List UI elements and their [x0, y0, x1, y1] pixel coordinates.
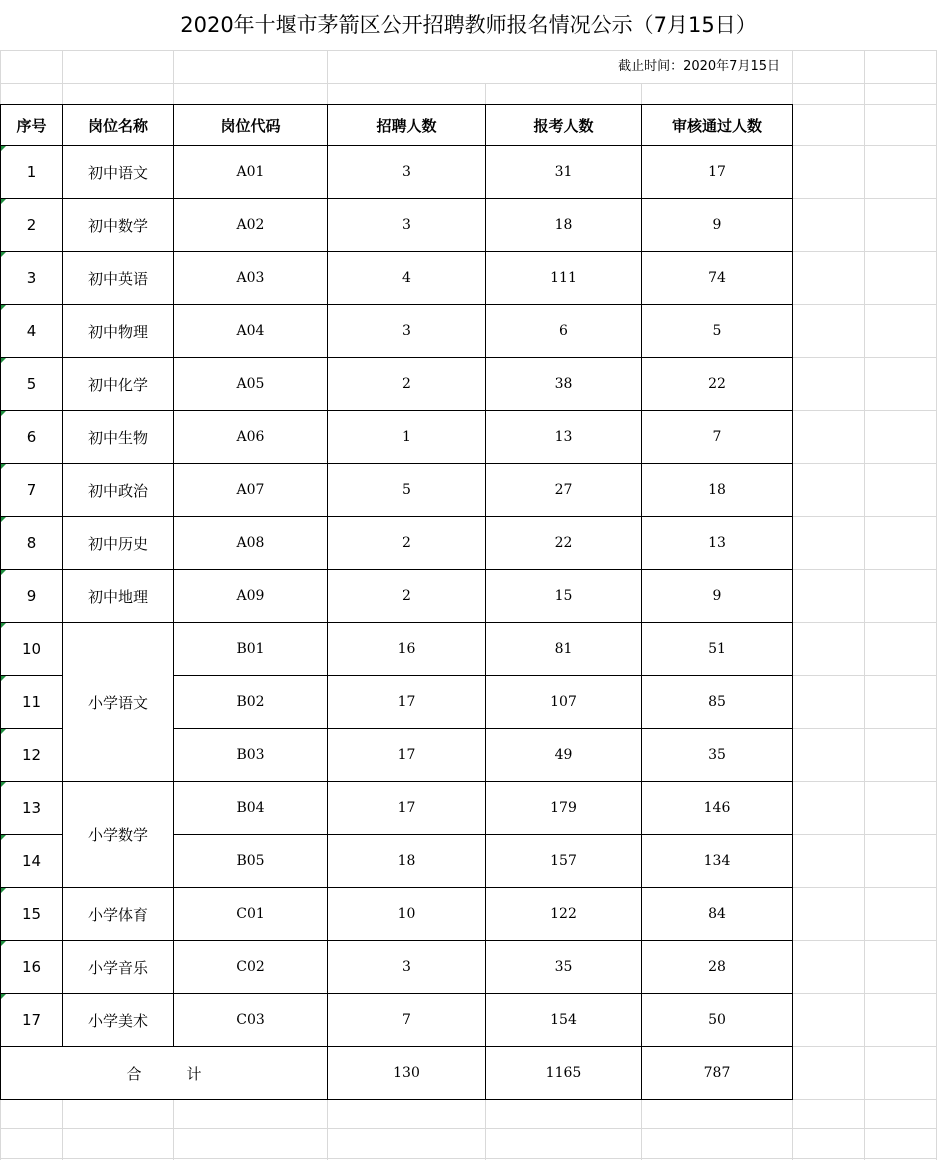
cell-plan[interactable]: [328, 146, 485, 198]
number-as-text-indicator-icon: [1, 517, 6, 522]
cell-plan-text: 3: [402, 323, 411, 339]
cell-plan[interactable]: [328, 782, 485, 834]
cell-applied[interactable]: [486, 994, 641, 1046]
cell-no-text: 16: [21, 958, 42, 976]
border-horizontal: [173, 834, 793, 835]
cell-no[interactable]: [1, 888, 62, 940]
header-passed-text: 审核通过人数: [671, 116, 762, 135]
cell-passed[interactable]: [642, 941, 792, 993]
border-horizontal: [0, 145, 793, 146]
cell-post-name[interactable]: [63, 941, 173, 993]
cell-post-code[interactable]: [174, 888, 327, 940]
total-applied[interactable]: [486, 1047, 641, 1099]
cell-plan-text: 5: [402, 482, 411, 498]
border-horizontal: [0, 251, 793, 252]
number-as-text-indicator-icon: [1, 570, 6, 575]
cell-post-name-text: 小学体育: [87, 905, 148, 924]
cell-post-name-text: 初中生物: [87, 428, 148, 447]
cell-no-text: 17: [21, 1011, 42, 1029]
cell-plan-text: 3: [402, 959, 411, 975]
cell-plan[interactable]: [328, 464, 485, 516]
cell-plan-text: 2: [402, 588, 411, 604]
cell-plan-text: 3: [402, 217, 411, 233]
cell-no[interactable]: [1, 835, 62, 887]
cell-passed[interactable]: [642, 676, 792, 728]
cell-passed[interactable]: [642, 464, 792, 516]
cell-applied-text: 154: [550, 1012, 577, 1028]
cell-applied[interactable]: [486, 517, 641, 569]
number-as-text-indicator-icon: [1, 411, 6, 416]
header-plan-text: 招聘人数: [376, 116, 437, 135]
cell-applied[interactable]: [486, 729, 641, 781]
cell-no-text: 1: [26, 163, 37, 181]
cell-no[interactable]: [1, 729, 62, 781]
cell-plan-text: 18: [397, 853, 416, 869]
cell-applied[interactable]: [486, 623, 641, 675]
number-as-text-indicator-icon: [1, 782, 6, 787]
cell-passed-text: 18: [708, 482, 726, 498]
border-horizontal: [0, 104, 793, 105]
border-vertical: [0, 104, 1, 1100]
gridline-horizontal: [0, 1158, 937, 1159]
cell-post-name[interactable]: [63, 623, 173, 781]
border-horizontal: [0, 304, 793, 305]
cell-post-code-text: B04: [236, 800, 265, 816]
number-as-text-indicator-icon: [1, 835, 6, 840]
cell-post-name-text: 初中化学: [87, 375, 148, 394]
header-applied[interactable]: [486, 105, 641, 145]
cell-no-text: 13: [21, 799, 42, 817]
cell-no-text: 4: [26, 322, 37, 340]
cell-post-name[interactable]: [63, 888, 173, 940]
cell-post-code[interactable]: [174, 570, 327, 622]
border-vertical: [641, 104, 642, 1100]
border-horizontal: [0, 675, 63, 676]
cell-post-code-text: C03: [236, 1012, 265, 1028]
cell-post-code-text: B02: [236, 694, 265, 710]
cell-plan[interactable]: [328, 941, 485, 993]
border-horizontal: [173, 728, 793, 729]
cell-no-text: 11: [21, 693, 42, 711]
cell-passed[interactable]: [642, 570, 792, 622]
cell-post-code[interactable]: [174, 994, 327, 1046]
cell-no-text: 15: [21, 905, 42, 923]
cell-passed-text: 74: [708, 270, 726, 286]
cell-plan-text: 1: [402, 429, 411, 445]
total-plan-text: 130: [393, 1065, 420, 1081]
cell-plan[interactable]: [328, 835, 485, 887]
header-plan[interactable]: [328, 105, 485, 145]
cell-no[interactable]: [1, 782, 62, 834]
cell-post-name[interactable]: [63, 358, 173, 410]
cell-applied-text: 15: [554, 588, 573, 604]
cell-post-name[interactable]: [63, 994, 173, 1046]
cell-no[interactable]: [1, 358, 62, 410]
cell-post-name[interactable]: [63, 199, 173, 251]
cell-applied-text: 38: [554, 376, 573, 392]
cell-applied[interactable]: [486, 835, 641, 887]
cell-passed-text: 9: [712, 217, 722, 233]
cell-passed[interactable]: [642, 623, 792, 675]
cell-post-code[interactable]: [174, 305, 327, 357]
border-horizontal: [0, 569, 793, 570]
header-no-text: 序号: [16, 116, 47, 135]
cell-applied-text: 81: [554, 641, 573, 657]
cell-applied-text: 6: [559, 323, 568, 339]
cell-passed-text: 9: [712, 588, 722, 604]
cell-no[interactable]: [1, 146, 62, 198]
cell-plan-text: 4: [402, 270, 411, 286]
cell-applied-text: 13: [554, 429, 573, 445]
cell-passed-text: 50: [708, 1012, 726, 1028]
number-as-text-indicator-icon: [1, 146, 6, 151]
cell-no[interactable]: [1, 305, 62, 357]
cell-post-code-text: A07: [236, 482, 265, 498]
border-horizontal: [0, 1099, 793, 1100]
total-passed-text: 787: [703, 1065, 731, 1081]
border-vertical: [62, 104, 63, 1047]
cell-passed-text: 35: [708, 747, 726, 763]
border-vertical: [327, 104, 328, 1100]
cell-post-code-text: C02: [236, 959, 265, 975]
cell-applied-text: 122: [550, 906, 577, 922]
number-as-text-indicator-icon: [1, 888, 6, 893]
cell-plan[interactable]: [328, 358, 485, 410]
cell-plan[interactable]: [328, 623, 485, 675]
border-horizontal: [0, 993, 793, 994]
number-as-text-indicator-icon: [1, 941, 6, 946]
cell-plan[interactable]: [328, 411, 485, 463]
cell-post-name-text: 初中数学: [87, 216, 148, 235]
cell-post-code-text: C01: [236, 906, 265, 922]
header-passed[interactable]: [642, 105, 792, 145]
cell-no-text: 5: [26, 375, 37, 393]
cell-passed-text: 5: [712, 323, 722, 339]
cell-post-code[interactable]: [174, 782, 327, 834]
header-applied-text: 报考人数: [533, 116, 594, 135]
cell-plan[interactable]: [328, 888, 485, 940]
cell-plan[interactable]: [328, 517, 485, 569]
cell-applied-text: 27: [554, 482, 573, 498]
cell-post-name[interactable]: [63, 305, 173, 357]
cell-post-code[interactable]: [174, 146, 327, 198]
cell-no[interactable]: [1, 199, 62, 251]
cell-no-text: 8: [26, 534, 37, 552]
border-vertical: [173, 104, 174, 1047]
cell-plan-text: 2: [402, 376, 411, 392]
header-post-name[interactable]: [63, 105, 173, 145]
border-horizontal: [0, 940, 793, 941]
cell-passed[interactable]: [642, 835, 792, 887]
cell-no[interactable]: [1, 252, 62, 304]
cell-passed-text: 7: [712, 429, 722, 445]
number-as-text-indicator-icon: [1, 729, 6, 734]
cell-post-code-text: A04: [236, 323, 265, 339]
cell-post-name-text: 小学数学: [87, 826, 148, 844]
cell-post-name[interactable]: [63, 146, 173, 198]
cell-no-text: 2: [26, 216, 37, 234]
cell-plan[interactable]: [328, 994, 485, 1046]
cell-post-code-text: A01: [236, 164, 265, 180]
cell-plan-text: 16: [397, 641, 416, 657]
cell-applied[interactable]: [486, 888, 641, 940]
cell-passed[interactable]: [642, 994, 792, 1046]
border-horizontal: [0, 410, 793, 411]
cell-post-code[interactable]: [174, 517, 327, 569]
cell-passed-text: 84: [708, 906, 726, 922]
cell-plan[interactable]: [328, 729, 485, 781]
cell-passed[interactable]: [642, 411, 792, 463]
cell-post-code[interactable]: [174, 464, 327, 516]
cell-no-text: 12: [21, 746, 42, 764]
number-as-text-indicator-icon: [1, 464, 6, 469]
cell-post-code[interactable]: [174, 252, 327, 304]
gridline-horizontal: [0, 1128, 937, 1129]
cell-passed-text: 51: [708, 641, 726, 657]
border-horizontal: [0, 516, 793, 517]
cell-plan[interactable]: [328, 199, 485, 251]
border-vertical: [485, 104, 486, 1100]
border-horizontal: [0, 1046, 793, 1047]
cell-applied-text: 111: [550, 270, 577, 286]
cell-applied-text: 18: [554, 217, 573, 233]
cell-no-text: 6: [26, 428, 37, 446]
border-horizontal: [0, 198, 793, 199]
border-horizontal: [173, 675, 793, 676]
cell-post-name-text: 初中物理: [87, 322, 148, 341]
cell-post-name[interactable]: [63, 517, 173, 569]
cell-post-code[interactable]: [174, 676, 327, 728]
cell-post-name-text: 初中语文: [87, 163, 148, 182]
cell-no[interactable]: [1, 517, 62, 569]
number-as-text-indicator-icon: [1, 199, 6, 204]
total-passed[interactable]: [642, 1047, 792, 1099]
cell-applied[interactable]: [486, 941, 641, 993]
cell-applied[interactable]: [486, 199, 641, 251]
cell-applied[interactable]: [486, 782, 641, 834]
cell-post-name-text: 初中地理: [87, 587, 148, 606]
cell-post-code-text: A02: [236, 217, 265, 233]
border-horizontal: [0, 463, 793, 464]
cell-no[interactable]: [1, 464, 62, 516]
cell-no-text: 7: [26, 481, 37, 499]
number-as-text-indicator-icon: [1, 676, 6, 681]
cell-passed[interactable]: [642, 517, 792, 569]
cell-plan-text: 17: [397, 747, 416, 763]
cell-post-name[interactable]: [63, 782, 173, 887]
cell-passed-text: 146: [703, 800, 731, 816]
cell-post-code-text: A03: [236, 270, 265, 286]
number-as-text-indicator-icon: [1, 623, 6, 628]
cell-post-code[interactable]: [174, 941, 327, 993]
border-vertical: [792, 104, 793, 1100]
cell-post-name[interactable]: [63, 570, 173, 622]
cell-plan[interactable]: [328, 305, 485, 357]
cell-post-code[interactable]: [174, 411, 327, 463]
cell-post-name-text: 小学美术: [87, 1011, 148, 1030]
header-post-name-text: 岗位名称: [87, 116, 148, 135]
cell-passed-text: 17: [708, 164, 726, 180]
cell-plan-text: 10: [397, 906, 416, 922]
cell-passed-text: 13: [708, 535, 726, 551]
cell-post-code[interactable]: [174, 835, 327, 887]
cell-plan[interactable]: [328, 676, 485, 728]
cell-post-code[interactable]: [174, 729, 327, 781]
number-as-text-indicator-icon: [1, 994, 6, 999]
cell-applied-text: 107: [550, 694, 577, 710]
cell-passed-text: 28: [708, 959, 726, 975]
cell-passed[interactable]: [642, 146, 792, 198]
header-post-code[interactable]: [174, 105, 327, 145]
cell-passed[interactable]: [642, 199, 792, 251]
cell-post-code[interactable]: [174, 623, 327, 675]
cell-passed[interactable]: [642, 358, 792, 410]
number-as-text-indicator-icon: [1, 252, 6, 257]
total-applied-text: 1165: [545, 1065, 582, 1081]
cell-applied[interactable]: [486, 305, 641, 357]
header-no[interactable]: [1, 105, 62, 145]
cell-post-code-text: B05: [236, 853, 265, 869]
cell-applied[interactable]: [486, 252, 641, 304]
cell-post-code-text: A05: [236, 376, 265, 392]
border-horizontal: [0, 834, 63, 835]
cell-applied-text: 22: [554, 535, 573, 551]
number-as-text-indicator-icon: [1, 358, 6, 363]
cell-no[interactable]: [1, 570, 62, 622]
cell-applied[interactable]: [486, 464, 641, 516]
cell-post-code-text: B03: [236, 747, 265, 763]
cell-post-code[interactable]: [174, 199, 327, 251]
cell-passed[interactable]: [642, 252, 792, 304]
border-horizontal: [0, 357, 793, 358]
cell-no-text: 9: [26, 587, 37, 605]
header-post-code-text: 岗位代码: [220, 116, 281, 135]
gridline-vertical: [864, 0, 865, 1160]
cell-post-name-text: 初中历史: [87, 534, 148, 553]
cell-passed[interactable]: [642, 888, 792, 940]
cell-passed-text: 85: [708, 694, 726, 710]
cell-applied-text: 179: [550, 800, 577, 816]
cell-post-name[interactable]: [63, 411, 173, 463]
border-horizontal: [0, 781, 793, 782]
cell-no[interactable]: [1, 994, 62, 1046]
cell-post-name-text: 初中英语: [87, 269, 148, 288]
cell-post-name-text: 小学语文: [87, 693, 148, 712]
cell-plan-text: 7: [402, 1012, 411, 1028]
cell-passed[interactable]: [642, 729, 792, 781]
cell-applied[interactable]: [486, 676, 641, 728]
cell-post-name[interactable]: [63, 252, 173, 304]
cell-no-text: 14: [21, 852, 42, 870]
cell-post-code-text: A09: [236, 588, 265, 604]
cell-no-text: 10: [21, 640, 42, 658]
cell-no-text: 3: [26, 269, 37, 287]
cell-passed-text: 22: [708, 376, 726, 392]
cell-applied-text: 35: [554, 959, 573, 975]
cutoff-date: 截止时间：2020年7月15日: [485, 51, 792, 83]
cell-applied[interactable]: [486, 411, 641, 463]
cell-no[interactable]: [1, 676, 62, 728]
cell-plan-text: 17: [397, 694, 416, 710]
cell-post-code-text: B01: [236, 641, 265, 657]
cell-plan-text: 2: [402, 535, 411, 551]
cell-applied[interactable]: [486, 358, 641, 410]
cell-post-code[interactable]: [174, 358, 327, 410]
page-title: 2020年十堰市茅箭区公开招聘教师报名情况公示（7月15日）: [0, 0, 937, 51]
cell-plan-text: 17: [397, 800, 416, 816]
cell-post-name[interactable]: [63, 464, 173, 516]
cell-passed[interactable]: [642, 782, 792, 834]
cell-applied-text: 157: [550, 853, 577, 869]
cell-no[interactable]: [1, 941, 62, 993]
total-label-text: 合 计: [126, 1064, 202, 1083]
total-label[interactable]: [1, 1047, 327, 1099]
cell-passed[interactable]: [642, 305, 792, 357]
total-plan[interactable]: [328, 1047, 485, 1099]
cell-no[interactable]: [1, 411, 62, 463]
border-horizontal: [0, 887, 793, 888]
cell-applied[interactable]: [486, 146, 641, 198]
cell-plan-text: 3: [402, 164, 411, 180]
cell-post-name-text: 初中政治: [87, 481, 148, 500]
cell-applied-text: 49: [554, 747, 573, 763]
number-as-text-indicator-icon: [1, 305, 6, 310]
border-horizontal: [0, 728, 63, 729]
cell-passed-text: 134: [703, 853, 731, 869]
cell-post-name-text: 小学音乐: [87, 958, 148, 977]
cell-post-code-text: A06: [236, 429, 265, 445]
border-horizontal: [0, 622, 793, 623]
cell-applied-text: 31: [554, 164, 573, 180]
cell-plan[interactable]: [328, 570, 485, 622]
cell-applied[interactable]: [486, 570, 641, 622]
cell-plan[interactable]: [328, 252, 485, 304]
cell-no[interactable]: [1, 623, 62, 675]
gridline-horizontal: [0, 83, 937, 84]
cell-post-code-text: A08: [236, 535, 265, 551]
